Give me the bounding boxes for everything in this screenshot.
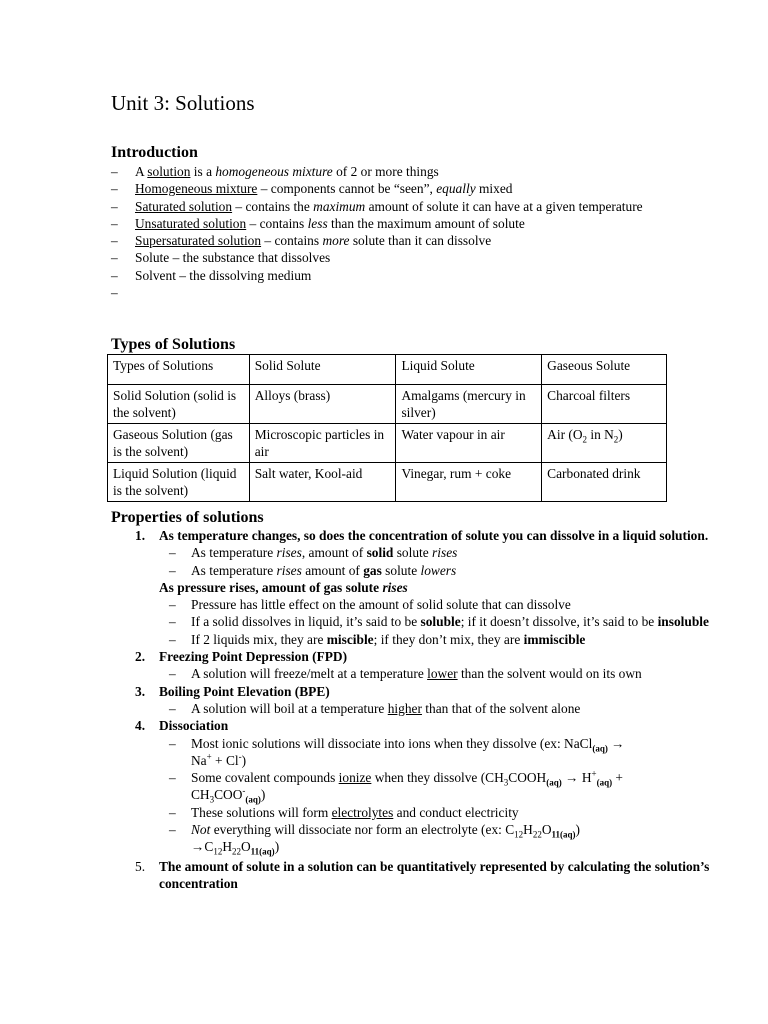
properties-heading: Properties of solutions xyxy=(111,509,264,526)
list-item: – Most ionic solutions will dissociate into ions when they dissolve (ex: NaCl$_{(aq)}$ → Na+ + Cl-) xyxy=(169,735,625,768)
table-cell: Water vapour in air xyxy=(396,424,542,463)
list-item: – xyxy=(111,285,118,301)
list-item: 5. The amount of solute in a solution can be quantitatively represented by calculating the solution’s concentration xyxy=(135,858,710,891)
table-cell: Salt water, Kool-aid xyxy=(249,463,396,502)
list-item: – If a solid dissolves in liquid, it’s said to be soluble; if it doesn’t dissolve, it’s said to be insoluble xyxy=(169,614,709,630)
properties-list xyxy=(135,527,735,892)
introduction-list xyxy=(111,163,651,301)
list-item: – If 2 liquids mix, they are miscible; if they don’t mix, they are immiscible xyxy=(169,631,586,647)
list-item: – Supersaturated solution – contains more solute than it can dissolve xyxy=(111,233,492,249)
list-item: – A solution will freeze/melt at a temperature lower than the solvent would on its own xyxy=(169,666,642,682)
table-row xyxy=(108,424,667,463)
table-header-cell: Gaseous Solute xyxy=(542,355,667,385)
table-cell: Charcoal filters xyxy=(542,385,667,424)
table-cell: Carbonated drink xyxy=(542,463,667,502)
list-item: – Some covalent compounds ionize when they dissolve ($CH_3COOH_{(aq)} \to H^+_{(aq)}$ + $CH_3COO^-_{(aq)}$) xyxy=(169,768,623,806)
table-row xyxy=(108,463,667,502)
list-item: – Pressure has little effect on the amount of solid solute that can dissolve xyxy=(169,597,571,613)
table-row xyxy=(108,385,667,424)
page-title: Unit 3: Solutions xyxy=(111,91,255,115)
list-item: – Saturated solution – contains the maximum amount of solute it can have at a given temperature xyxy=(111,198,643,214)
table-cell: Air ($O_2$ in $N_2$) xyxy=(542,424,667,463)
introduction-heading: Introduction xyxy=(111,144,198,161)
list-item: – As temperature rises, amount of solid solute rises xyxy=(169,545,458,561)
table-cell: Vinegar, rum + coke xyxy=(396,463,542,502)
table-cell: Liquid Solution (liquid is the solvent) xyxy=(108,463,250,502)
list-item: 1. As temperature changes, so does the concentration of solute you can dissolve in a liquid solution. xyxy=(135,528,709,543)
list-item: – Homogeneous mixture – components cannot be “seen”, equally mixed xyxy=(111,181,513,197)
list-item: – Solute – the substance that dissolves xyxy=(111,250,331,266)
list-item: – Unsaturated solution – contains less than the maximum amount of solute xyxy=(111,215,525,231)
list-item: – These solutions will form electrolytes and conduct electricity xyxy=(169,804,519,820)
table-header-cell: Types of Solutions xyxy=(108,355,250,385)
table-header-cell: Liquid Solute xyxy=(396,355,542,385)
list-item: 3. Boiling Point Elevation (BPE) xyxy=(135,683,330,699)
types-heading: Types of Solutions xyxy=(111,336,236,353)
table-cell: Amalgams (mercury in silver) xyxy=(396,385,542,424)
list-item: – As temperature rises amount of gas solute lowers xyxy=(169,562,457,578)
table-cell: Gaseous Solution (gas is the solvent) xyxy=(108,424,250,463)
list-item: – Not everything will dissociate nor form an electrolyte (ex: $C_{12}H_{22}O_{11(aq)}$) $\to C_{12}H_{22}O_{11(aq)}$) xyxy=(169,822,580,858)
table-cell: Solid Solution (solid is the solvent) xyxy=(108,385,250,424)
types-table xyxy=(107,354,667,502)
list-item: – Solvent – the dissolving medium xyxy=(111,267,312,283)
table-header-row xyxy=(108,355,667,385)
list-item: 2. Freezing Point Depression (FPD) xyxy=(135,649,348,665)
table-header-cell: Solid Solute xyxy=(249,355,396,385)
table-cell: Microscopic particles in air xyxy=(249,424,396,463)
list-item: – A solution will boil at a temperature higher than that of the solvent alone xyxy=(169,700,581,716)
list-item: – A solution is a homogeneous mixture of 2 or more things xyxy=(111,164,439,179)
list-item: 4. Dissociation xyxy=(135,718,229,734)
list-item: As pressure rises, amount of gas solute rises xyxy=(159,579,408,595)
table-cell: Alloys (brass) xyxy=(249,385,396,424)
